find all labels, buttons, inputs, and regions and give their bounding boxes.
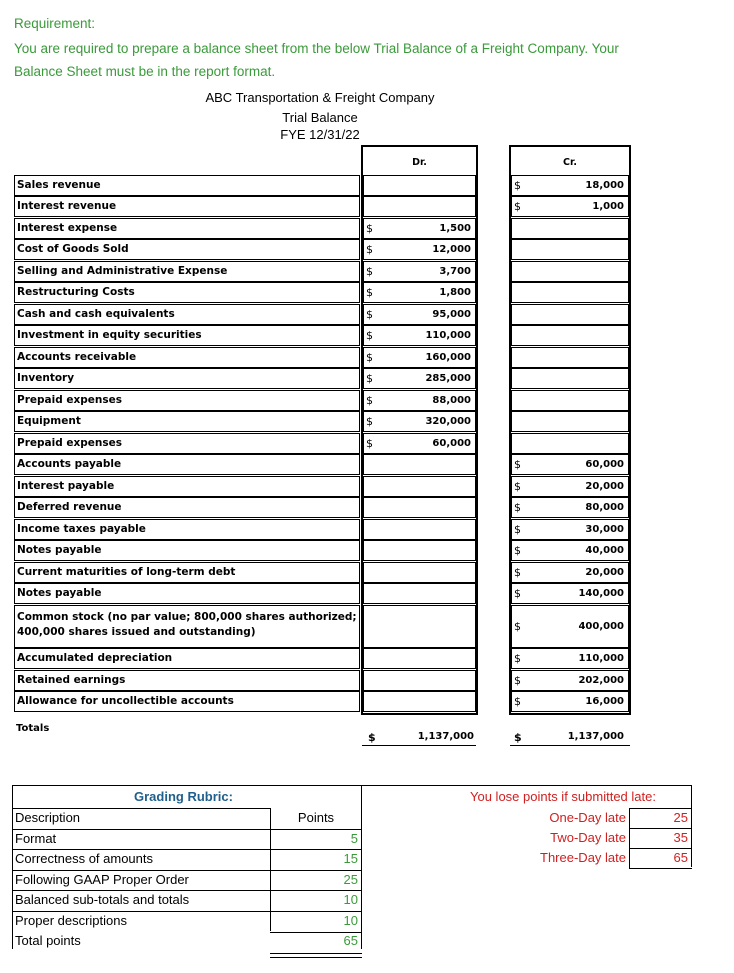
credit-cell — [511, 476, 629, 497]
credit-cell — [511, 583, 629, 604]
credit-cell — [511, 347, 629, 368]
credit-amount: 20,000 — [585, 481, 624, 492]
rubric-double-rule — [270, 953, 362, 958]
credit-cell — [511, 390, 629, 411]
credit-cell — [511, 261, 629, 282]
credit-amount: 20,000 — [585, 567, 624, 578]
rubric-row-border — [12, 849, 270, 850]
rubric-points: 10 — [343, 912, 358, 928]
credit-cell — [511, 196, 629, 217]
statement-period: FYE 12/31/22 — [280, 127, 360, 142]
rubric-points-border — [270, 870, 362, 871]
credit-amount: 30,000 — [585, 524, 624, 535]
credit-amount: 40,000 — [585, 545, 624, 556]
late-column-divider — [629, 828, 630, 848]
debit-currency: $ — [366, 394, 373, 407]
credit-currency: $ — [514, 480, 521, 493]
account-name: Restructuring Costs — [14, 282, 360, 303]
debit-cell — [363, 347, 476, 368]
totals-dr-underline — [362, 745, 476, 746]
credit-amount: 202,000 — [578, 675, 624, 686]
statement-title: Trial Balance — [282, 110, 358, 125]
rubric-description: Proper descriptions — [15, 912, 127, 928]
rubric-points: 15 — [343, 851, 358, 866]
debit-amount: 320,000 — [425, 416, 471, 427]
debit-amount: 3,700 — [439, 266, 471, 277]
late-bottom-border — [629, 868, 692, 869]
credit-currency: $ — [514, 674, 521, 687]
totals-cr-underline — [510, 745, 630, 746]
rubric-row — [12, 911, 362, 932]
debit-amount: 1,500 — [439, 223, 471, 234]
debit-cell — [363, 691, 476, 712]
debit-currency: $ — [366, 415, 373, 428]
account-name: Equipment — [14, 411, 360, 432]
credit-currency: $ — [514, 200, 521, 213]
rubric-points-border — [270, 890, 362, 891]
debit-currency: $ — [366, 286, 373, 299]
account-name: Deferred revenue — [14, 497, 360, 518]
credit-cell — [511, 304, 629, 325]
rubric-points-border — [270, 911, 362, 912]
credit-amount: 400,000 — [578, 621, 624, 632]
account-name: Retained earnings — [14, 670, 360, 691]
rubric-header-row — [12, 808, 362, 829]
credit-cell — [511, 175, 629, 196]
debit-cell — [363, 648, 476, 669]
rubric-row — [12, 870, 362, 891]
debit-amount: 88,000 — [432, 395, 471, 406]
credit-cell — [511, 325, 629, 346]
credit-cell — [511, 497, 629, 518]
rubric-total-row — [12, 931, 362, 952]
totals-dr-value: 1,137,000 — [417, 731, 474, 742]
debit-amount: 95,000 — [432, 309, 471, 320]
rubric-row — [12, 829, 362, 850]
credit-cell — [511, 282, 629, 303]
credit-cell — [511, 562, 629, 583]
credit-cell — [511, 454, 629, 475]
late-penalty-label: One-Day late — [549, 810, 626, 825]
credit-cell — [511, 368, 629, 389]
account-name: Inventory — [14, 368, 360, 389]
credit-amount: 60,000 — [585, 459, 624, 470]
late-penalty-label: Two-Day late — [550, 830, 626, 845]
debit-currency: $ — [366, 243, 373, 256]
debit-cell — [363, 325, 476, 346]
rubric-row — [12, 890, 362, 911]
debit-amount: 60,000 — [432, 438, 471, 449]
totals-cr-currency: $ — [514, 731, 522, 744]
account-name: Interest payable — [14, 476, 360, 497]
rubric-row-border — [12, 808, 270, 809]
debit-cell — [363, 239, 476, 260]
debit-cell — [363, 519, 476, 540]
debit-currency: $ — [366, 437, 373, 450]
account-name: Accounts payable — [14, 454, 360, 475]
debit-cell — [363, 476, 476, 497]
rubric-description: Description — [15, 810, 81, 825]
debit-currency: $ — [366, 351, 373, 364]
credit-cell — [511, 670, 629, 691]
account-name: Income taxes payable — [14, 519, 360, 540]
debit-cell — [363, 218, 476, 239]
late-right-border — [691, 785, 692, 867]
credit-amount: 140,000 — [578, 588, 624, 599]
credit-cell — [511, 691, 629, 712]
late-penalty-points: 25 — [673, 810, 688, 825]
credit-currency: $ — [514, 179, 521, 192]
late-row-border — [629, 808, 692, 809]
rubric-title: Grading Rubric: — [134, 789, 233, 804]
debit-cell — [363, 368, 476, 389]
credit-currency: $ — [514, 587, 521, 600]
late-penalty-points: 35 — [673, 830, 688, 845]
account-name: Notes payable — [14, 583, 360, 604]
rubric-row-border — [12, 829, 270, 830]
debit-cell — [363, 304, 476, 325]
late-column-divider — [629, 848, 630, 868]
account-name: Current maturities of long-term debt — [14, 562, 360, 583]
totals-cr-value: 1,137,000 — [567, 731, 624, 742]
rubric-description: Correctness of amounts — [15, 851, 154, 866]
account-name: Notes payable — [14, 540, 360, 561]
rubric-description: Balanced sub-totals and totals — [15, 892, 190, 907]
debit-amount: 285,000 — [425, 373, 471, 384]
requirement-line-1: You are required to prepare a balance sheet from the below Trial Balance of a Freight Company. Your — [14, 41, 619, 56]
credit-cell — [511, 648, 629, 669]
credit-amount: 80,000 — [585, 502, 624, 513]
debit-cell — [363, 670, 476, 691]
credit-currency: $ — [514, 620, 521, 633]
debit-cell — [363, 261, 476, 282]
rubric-row — [12, 849, 362, 870]
credit-currency: $ — [514, 652, 521, 665]
debit-cell — [363, 282, 476, 303]
credit-cell — [511, 540, 629, 561]
debit-cell — [363, 454, 476, 475]
credit-cell — [511, 605, 629, 648]
requirement-title: Requirement: — [14, 16, 96, 31]
late-row-border — [629, 848, 692, 849]
debit-amount: 12,000 — [432, 244, 471, 255]
credit-cell — [511, 218, 629, 239]
requirement-line-2: Balance Sheet must be in the report format. — [14, 64, 276, 79]
debit-cell — [363, 411, 476, 432]
account-name: Prepaid expenses — [14, 433, 360, 454]
debit-cell — [363, 605, 476, 648]
rubric-points-border — [270, 829, 362, 830]
late-penalty-points: 65 — [673, 850, 688, 865]
account-name: Sales revenue — [14, 175, 360, 196]
credit-header: Cr. — [563, 157, 577, 168]
rubric-description: Format — [15, 830, 57, 846]
rubric-points: 5 — [350, 830, 358, 846]
debit-currency: $ — [366, 372, 373, 385]
account-name: Selling and Administrative Expense — [14, 261, 360, 282]
debit-cell — [363, 196, 476, 217]
late-top-border — [362, 785, 692, 786]
rubric-row-border — [12, 911, 270, 912]
rubric-points-border — [270, 849, 362, 850]
debit-amount: 1,800 — [439, 287, 471, 298]
rubric-row-border — [12, 890, 270, 891]
late-row-border — [629, 828, 692, 829]
rubric-points: Points — [297, 810, 335, 825]
debit-cell — [363, 562, 476, 583]
debit-amount: 160,000 — [425, 352, 471, 363]
credit-cell — [511, 519, 629, 540]
late-penalty-label: Three-Day late — [540, 850, 626, 865]
account-name: Cost of Goods Sold — [14, 239, 360, 260]
credit-amount: 1,000 — [592, 201, 624, 212]
account-name: Accounts receivable — [14, 347, 360, 368]
credit-currency: $ — [514, 458, 521, 471]
totals-label: Totals — [16, 723, 50, 734]
credit-cell — [511, 433, 629, 454]
account-name: Interest expense — [14, 218, 360, 239]
account-name: Common stock (no par value; 800,000 shares authorized; 400,000 shares issued and outstanding) — [14, 605, 360, 648]
credit-cell — [511, 411, 629, 432]
credit-amount: 16,000 — [585, 696, 624, 707]
credit-currency: $ — [514, 501, 521, 514]
credit-amount: 18,000 — [585, 180, 624, 191]
rubric-top-border — [12, 785, 362, 786]
credit-currency: $ — [514, 523, 521, 536]
account-name: Cash and cash equivalents — [14, 304, 360, 325]
debit-cell — [363, 433, 476, 454]
debit-currency: $ — [366, 222, 373, 235]
debit-amount: 110,000 — [425, 330, 471, 341]
credit-amount: 110,000 — [578, 653, 624, 664]
account-name: Investment in equity securities — [14, 325, 360, 346]
credit-currency: $ — [514, 544, 521, 557]
debit-cell — [363, 175, 476, 196]
totals-dr-currency: $ — [368, 731, 376, 744]
rubric-total-rule — [270, 932, 362, 933]
account-name: Allowance for uncollectible accounts — [14, 691, 360, 712]
account-name: Accumulated depreciation — [14, 648, 360, 669]
account-name: Prepaid expenses — [14, 390, 360, 411]
debit-currency: $ — [366, 329, 373, 342]
debit-header: Dr. — [412, 157, 427, 168]
late-penalty-title: You lose points if submitted late: — [470, 789, 656, 804]
rubric-row-border — [12, 870, 270, 871]
debit-cell — [363, 540, 476, 561]
debit-cell — [363, 583, 476, 604]
rubric-description: Following GAAP Proper Order — [15, 871, 189, 887]
debit-currency: $ — [366, 308, 373, 321]
rubric-points: 25 — [343, 871, 358, 887]
credit-cell — [511, 239, 629, 260]
credit-currency: $ — [514, 566, 521, 579]
credit-currency: $ — [514, 695, 521, 708]
account-name: Interest revenue — [14, 196, 360, 217]
rubric-description: Total points — [15, 933, 81, 948]
rubric-points: 65 — [343, 933, 358, 948]
rubric-points: 10 — [343, 892, 358, 907]
debit-cell — [363, 390, 476, 411]
late-column-divider — [629, 808, 630, 828]
company-name: ABC Transportation & Freight Company — [205, 90, 435, 105]
debit-cell — [363, 497, 476, 518]
debit-currency: $ — [366, 265, 373, 278]
